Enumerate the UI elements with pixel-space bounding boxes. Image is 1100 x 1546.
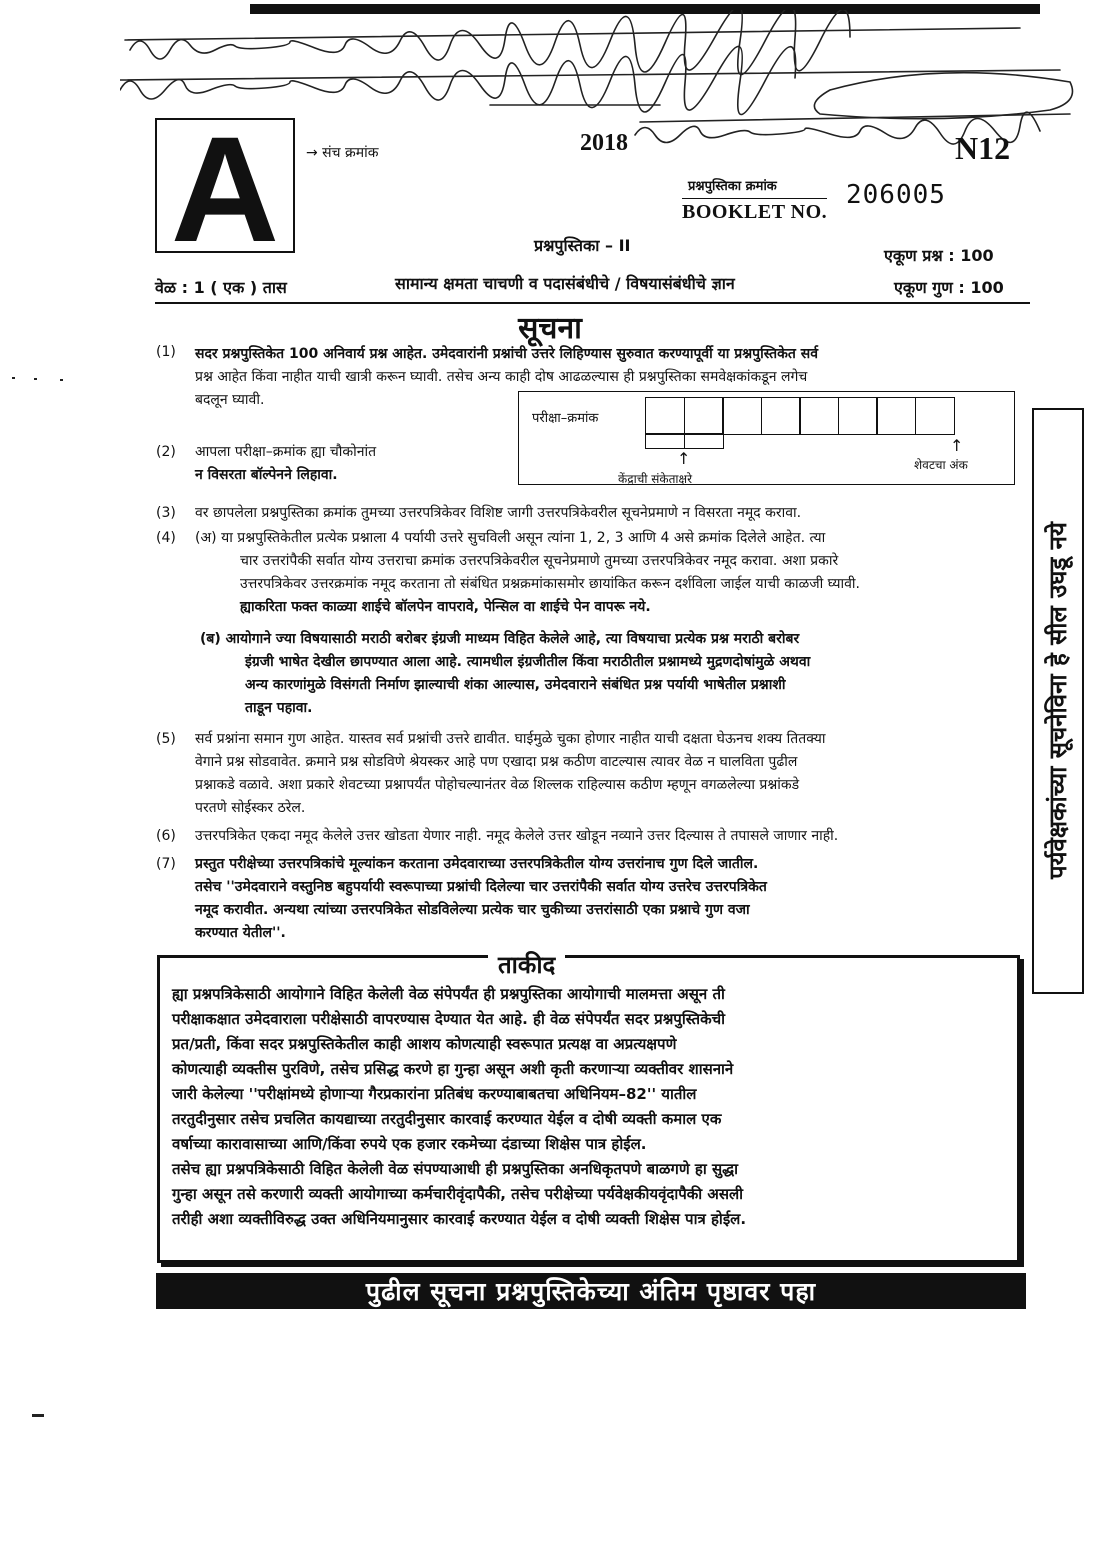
roll-digit-cell (761, 397, 801, 435)
scan-speck (12, 377, 15, 379)
warning-line: वर्षाच्या कारावासाच्या आणि/किंवा रुपये एक हजार रकमेच्या दंडाच्या शिक्षेस पात्र होईल. (172, 1135, 647, 1153)
booklet-number: 206005 (846, 180, 946, 210)
footer-text: पुढील सूचना प्रश्नपुस्तिकेच्या अंतिम पृष्ठावर पहा (365, 1277, 817, 1306)
instruction-line: परतणे सोईस्कर ठरेल. (195, 800, 306, 816)
center-code-cells (645, 433, 722, 449)
scan-speck (34, 378, 37, 380)
instruction-line: तसेच ''उमेदवाराने वस्तुनिष्ठ बहुपर्यायी स्वरूपाच्या प्रश्नांची दिलेल्या चार उत्तरांपैकी सर्वात योग्य उत्तरेच उत्तरपत्रिकेत (195, 879, 767, 895)
instruction-line: प्रस्तुत परीक्षेच्या उत्तरपत्रिकांचे मूल्यांकन करताना उमेदवाराच्या उत्तरपत्रिकेतील योग्य उत्तरांनाच गुण दिले जातील. (195, 856, 759, 872)
instruction-line: नमूद करावीत. अन्यथा त्यांच्या उत्तरपत्रिकेत सोडविलेल्या प्रत्येक चार चुकीच्या उत्तरांसाठी एका प्रश्नाचे गुण वजा (195, 902, 750, 918)
set-letter: A (170, 104, 280, 273)
instruction-line: (अ) या प्रश्नपुस्तिकेतील प्रत्येक प्रश्नाला 4 पर्यायी उत्तरे सुचविली असून त्यांना 1, 2, 3 आणि 4 असे क्रमांक दिलेले आहेत. त्या (195, 530, 826, 546)
instruction-7 (195, 853, 1030, 945)
warning-body (172, 982, 1012, 1232)
warning-line: कोणत्याही व्यक्तीस पुरविणे, तसेच प्रसिद्ध करणे हा गुन्हा असून अशी कृती करणाऱ्या व्यक्तीवर शासनाने (172, 1060, 734, 1078)
warning-line: तरतुदीनुसार तसेच प्रचलित कायद्याच्या तरतुदीनुसार कारवाई करण्यात येईल व दोषी व्यक्ती कमाल एक (172, 1110, 722, 1128)
instruction-number: (7) (156, 856, 176, 872)
instruction-line: ताडून पहावा. (245, 700, 313, 716)
instruction-number: (2) (156, 444, 176, 460)
warning-line: परीक्षाकक्षात उमेदवाराला परीक्षेसाठी वापरण्यास देण्यात येत आहे. ही वेळ संपेपर्यंत सदर प्रश्नपुस्तिकेची (172, 1010, 726, 1028)
booklet-title: प्रश्नपुस्तिका – II (534, 236, 631, 255)
warning-line: तरीही अशा व्यक्तीविरुद्ध उक्त अधिनियमानुसार कारवाई करण्यात येईल व दोषी व्यक्ती शिक्षेस पात्र होईल. (172, 1210, 747, 1228)
instruction-line: प्रश्न आहेत किंवा नाहीत याची खात्री करून घ्यावी. तसेच अन्य काही दोष आढळल्यास ही प्रश्नपुस्तिका समवेक्षकांकडून लगेच (195, 369, 808, 385)
center-code-cell (645, 433, 685, 449)
instruction-line: करण्यात येतील''. (195, 925, 286, 941)
instruction-line: ह्याकरिता फक्त काळ्या शाईचे बॉलपेन वापरावे, पेन्सिल वा शाईचे पेन वापरू नये. (240, 599, 651, 615)
warning-line: गुन्हा असून तसे करणारी व्यक्ती आयोगाच्या कर्मचारीवृंदापैकी, तसेच परीक्षेच्या पर्यवेक्षकीयवृंदापैकी असली (172, 1185, 744, 1203)
instruction-4b (200, 628, 1030, 720)
instruction-5 (195, 728, 1030, 820)
warning-line: जारी केलेल्या ''परीक्षांमध्ये होणाऱ्या गैरप्रकारांना प्रतिबंध करण्याबाबतचा अधिनियम–82'' यातील (172, 1085, 697, 1103)
instruction-number: (6) (156, 828, 176, 844)
series-code: N12 (955, 130, 1011, 166)
instruction-line: आपला परीक्षा–क्रमांक ह्या चौकोनांत (195, 444, 377, 460)
header-divider (155, 302, 1030, 304)
instruction-line: वेगाने प्रश्न सोडवावेत. क्रमाने प्रश्न सोडविणे श्रेयस्कर आहे पण एखादा प्रश्न कठीण वाटल्यास त्यावर वेळ न घालविता पुढील (195, 754, 798, 770)
instruction-line: (ब) आयोगाने ज्या विषयासाठी मराठी बरोबर इंग्रजी माध्यम विहित केलेले आहे, त्या विषयाचा प्रत्येक प्रश्न मराठी बरोबर (200, 631, 800, 647)
roll-number-grid (645, 397, 953, 435)
warning-line: ह्या प्रश्नपत्रिकेसाठी आयोगाने विहित केलेली वेळ संपेपर्यंत ही प्रश्नपुस्तिका आयोगाची मालमत्ता असून ती (172, 985, 725, 1003)
instruction-line: सदर प्रश्नपुस्तिकेत 100 अनिवार्य प्रश्न आहेत. उमेदवारांनी प्रश्नांची उत्तरे लिहिण्यास सुरुवात करण्यापूर्वी या प्रश्नपुस्तिकेत सर्व (195, 346, 819, 362)
instruction-2 (195, 441, 515, 487)
instructions-heading: सूचना (518, 311, 582, 346)
instruction-line: न विसरता बॉल्पेनने लिहावा. (195, 467, 338, 483)
warning-heading: ताकीद (488, 948, 565, 981)
roll-digit-cell (915, 397, 955, 435)
instruction-number: (1) (156, 344, 176, 360)
center-code-label: केंद्राची संकेताक्षरे (618, 472, 693, 486)
center-code-cell (684, 433, 724, 449)
total-marks: एकूण गुण : 100 (894, 278, 1004, 297)
seal-note: पर्यवेक्षकांच्या सूचनेविना हे सील उघडू नये (1044, 522, 1072, 880)
arrow-up-icon: ↑ (677, 449, 691, 468)
instruction-3 (195, 502, 1030, 525)
roll-digit-cell (645, 397, 685, 435)
roll-digit-cell (838, 397, 878, 435)
instruction-line: वर छापलेला प्रश्नपुस्तिका क्रमांक तुमच्या उत्तरपत्रिकेवर विशिष्ट जागी उत्तरपत्रिकेवरील सूचनेप्रमाणे न विसरता नमूद करावा. (195, 505, 802, 521)
instruction-4a (195, 527, 1030, 619)
last-digit-label: शेवटचा अंक (914, 458, 968, 472)
roll-digit-cell (684, 397, 724, 435)
set-letter-box (155, 104, 295, 273)
instruction-number: (5) (156, 731, 176, 747)
paper-subject: सामान्य क्षमता चाचणी व पदासंबंधीचे / विषयासंबंधीचे ज्ञान (395, 274, 735, 293)
arrow-up-icon: ↑ (950, 436, 964, 455)
instruction-line: उत्तरपत्रिकेत एकदा नमूद केलेले उत्तर खोडता येणार नाही. नमूद केलेले उत्तर खोडून नव्याने उत्तर दिल्यास ते तपासले जाणार नाही. (195, 828, 839, 844)
roll-digit-cell (876, 397, 916, 435)
instruction-line: इंग्रजी भाषेत देखील छापण्यात आला आहे. त्यामधील इंग्रजीतील किंवा मराठीतील प्रश्नामध्ये मुद्रणदोषांमुळे अथवा (245, 654, 811, 670)
instruction-line: उत्तरपत्रिकेवर उत्तरक्रमांक नमूद करताना तो संबंधित प्रश्नक्रमांकासमोर छायांकित करून दर्शविला जाईल याची काळजी घ्यावी. (240, 576, 860, 592)
roll-digit-cell (799, 397, 839, 435)
instruction-line: बदलून घ्यावी. (195, 392, 265, 408)
footer-banner (156, 1273, 1026, 1309)
instruction-number: (4) (156, 530, 176, 546)
instruction-line: सर्व प्रश्नांना समान गुण आहेत. यास्तव सर्व प्रश्नांची उत्तरे द्यावीत. घाईमुळे चुका होणार नाहीत याची दक्षता घेऊनच शक्य तितक्या (195, 731, 826, 747)
total-questions: एकूण प्रश्न : 100 (884, 246, 994, 265)
instruction-6 (195, 825, 1030, 848)
scan-speck (32, 1414, 44, 1417)
booklet-number-label-marathi: प्रश्नपुस्तिका क्रमांक (688, 179, 777, 194)
instruction-line: अन्य कारणांमुळे विसंगती निर्माण झाल्याची शंका आल्यास, उमेदवाराने संबंधित प्रश्न पर्यायी भाषेतील प्रश्नाशी (245, 677, 786, 693)
exam-duration: वेळ : 1 ( एक ) तास (155, 278, 287, 297)
instruction-line: चार उत्तरांपैकी सर्वात योग्य उत्तराचा क्रमांक उत्तरपत्रिकेवरील सूचनेप्रमाणे तुमच्या उत्तरपत्रिकेवर नमूद करावा. अशा प्रकारे (240, 553, 839, 569)
warning-line: प्रत/प्रती, किंवा सदर प्रश्नपुस्तिकेतील काही आशय कोणत्याही स्वरूपात प्रत्यक्ष वा अप्रत्यक्षपणे (172, 1035, 677, 1053)
instruction-number: (3) (156, 505, 176, 521)
exam-year: 2018 (580, 130, 628, 156)
instruction-line: प्रश्नाकडे वळावे. अशा प्रकारे शेवटच्या प्रश्नापर्यंत पोहोचल्यानंतर वेळ शिल्लक राहिल्यास कठीण म्हणून वगळलेल्या प्रश्नांकडे (195, 777, 800, 793)
roll-digit-cell (722, 397, 762, 435)
set-code-label: → संच क्रमांक (306, 145, 379, 161)
roll-number-label: परीक्षा–क्रमांक (532, 411, 599, 426)
scan-speck (60, 379, 63, 381)
warning-line: तसेच ह्या प्रश्नपत्रिकेसाठी विहित केलेली वेळ संपण्याआधी ही प्रश्नपुस्तिका अनधिकृतपणे बाळगणे हा सुद्धा (172, 1160, 738, 1178)
booklet-number-label-english: BOOKLET NO. (682, 198, 827, 224)
